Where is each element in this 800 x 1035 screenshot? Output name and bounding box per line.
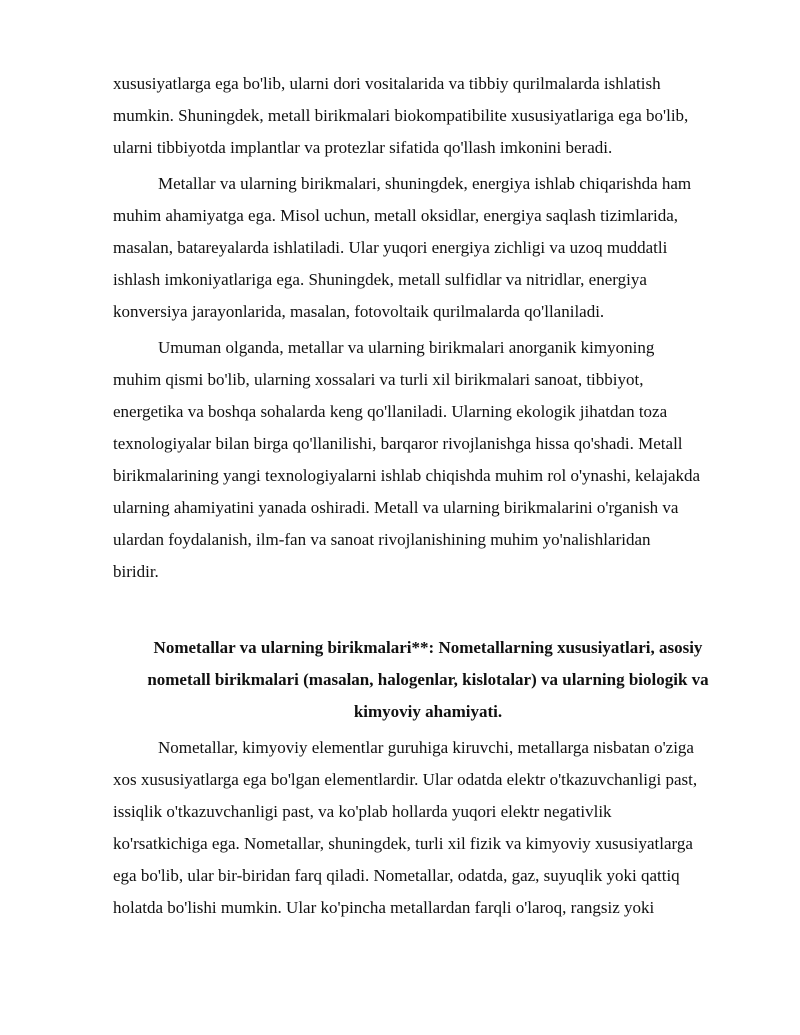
text-line: Metallar va ularning birikmalari, shuningdek, energiya ishlab chiqarishda ham — [158, 174, 692, 193]
text-line: energetika va boshqa sohalarda keng qo'llaniladi. Ularning ekologik jihatdan toza — [113, 402, 668, 421]
text-line: xususiyatlarga ega bo'lib, ularni dori vositalarida va tibbiy qurilmalarda ishlatish — [113, 74, 661, 93]
text-line: ega bo'lib, ular bir-biridan farq qiladi. Nometallar, odatda, gaz, suyuqlik yoki qattiq — [113, 866, 680, 885]
paragraph-summary — [113, 332, 753, 588]
text-line: muhim qismi bo'lib, ularning xossalari va turli xil birikmalari sanoat, tibbiyot, — [113, 370, 644, 389]
text-line: muhim ahamiyatga ega. Misol uchun, metall oksidlar, energiya saqlash tizimlarida, — [113, 206, 679, 225]
text-line: texnologiyalar bilan birga qo'llanilishi, barqaror rivojlanishga hissa qo'shadi. Metall — [113, 434, 683, 453]
text-line: birikmalarining yangi texnologiyalarni ishlab chiqishda muhim rol o'ynashi, kelajakda — [113, 466, 701, 485]
text-line: mumkin. Shuningdek, metall birikmalari biokompatibilite xususiyatlariga ega bo'lib, — [113, 106, 689, 125]
text-line: konversiya jarayonlarida, masalan, fotovoltaik qurilmalarda qo'llaniladi. — [113, 302, 605, 321]
text-line: issiqlik o'tkazuvchanligi past, va ko'plab hollarda yuqori elektr negativlik — [113, 802, 612, 821]
document-page — [113, 68, 753, 928]
text-line: xos xususiyatlarga ega bo'lgan elementlardir. Ular odatda elektr o'tkazuvchanligi past, — [113, 770, 698, 789]
text-line: masalan, batareyalarda ishlatiladi. Ular yuqori energiya zichligi va uzoq muddatli — [113, 238, 668, 257]
heading-line: Nometallar va ularning birikmalari**: Nometallarning xususiyatlari, asosiy — [153, 638, 703, 657]
text-line: holatda bo'lishi mumkin. Ular ko'pincha metallardan farqli o'laroq, rangsiz yoki — [113, 898, 655, 917]
heading-line: kimyoviy ahamiyati. — [353, 702, 503, 721]
text-line: ularni tibbiyotda implantlar va protezlar sifatida qo'llash imkonini beradi. — [113, 138, 613, 157]
paragraph-nonmetals — [113, 732, 753, 924]
heading-line: nometall birikmalari (masalan, halogenlar, kislotalar) va ularning biologik va — [147, 670, 709, 689]
text-line: Umuman olganda, metallar va ularning birikmalari anorganik kimyoning — [158, 338, 655, 357]
text-line: ulardan foydalanish, ilm-fan va sanoat rivojlanishining muhim yo'nalishlaridan — [113, 530, 651, 549]
text-line: ko'rsatkichiga ega. Nometallar, shuningdek, turli xil fizik va kimyoviy xususiyatlarga — [113, 834, 693, 853]
text-line: ularning ahamiyatini yanada oshiradi. Metall va ularning birikmalarini o'rganish va — [113, 498, 679, 517]
section-heading — [113, 632, 743, 728]
text-line: ishlash imkoniyatlariga ega. Shuningdek, metall sulfidlar va nitridlar, energiya — [113, 270, 647, 289]
paragraph-energy — [113, 168, 753, 328]
text-line: biridir. — [113, 562, 159, 581]
paragraph-continued — [113, 68, 753, 164]
text-line: Nometallar, kimyoviy elementlar guruhiga kiruvchi, metallarga nisbatan o'ziga — [158, 738, 694, 757]
